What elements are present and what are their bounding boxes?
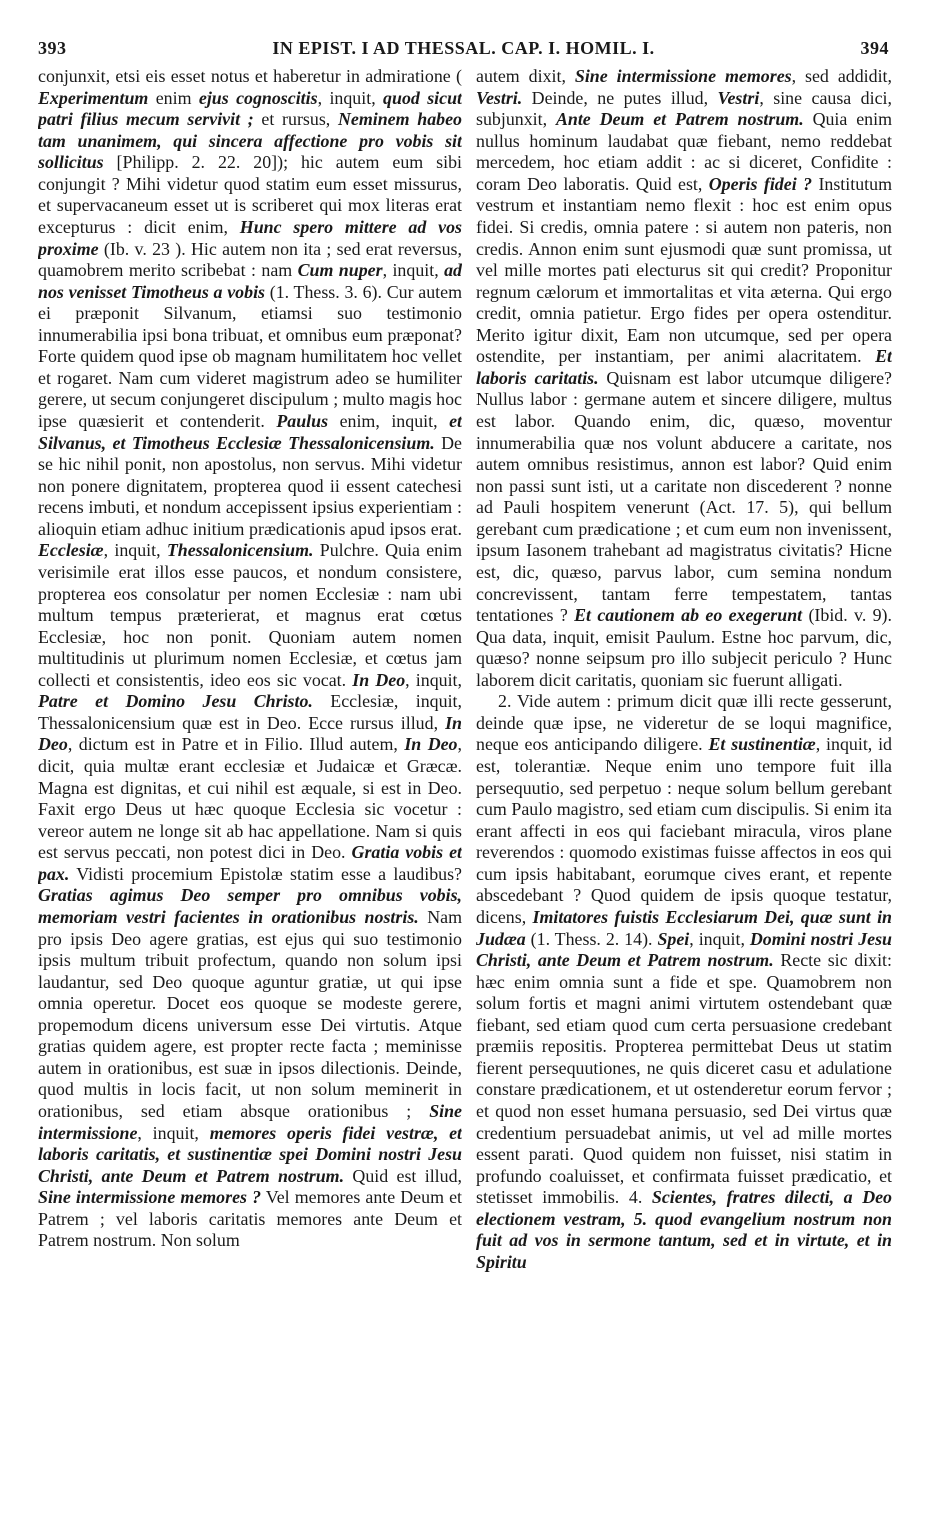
text-run: (1. Thess. 3. 6). Cur autem ei præponit Silvanum, etiamsi suo testimonio innumerabilia ipsi bona tribuat, et omnibus eum præponat? Forte quidem quod ipse ob magnam humilitatem hoc vellet et rogaret. Nam cum videret magistrum adeo se humiliter gerere, ut secum conjungeret discipulum ; multo magis hoc ipse quæsierit et contenderit. [38,281,462,431]
page-number-left: 393 [38,38,67,58]
text-run: (Ib. v. 23 ). Hic autem non ita ; sed erat reversus, quamobrem merito scribebat : nam [38,238,462,281]
italic-run: Paulus [276,411,329,431]
text-run: 2. Vide autem : primum dicit quæ illi recte gesserunt, deinde quæ ipse, ne videretur de se loqui magnifice, neque eos anticipando diligere. [476,691,892,755]
text-run: [Philipp. 2. 22. 20]); hic autem eum sibi conjungit ? Mihi videtur quod statim eum esset missurus, et supervacaneum esset ut is scriberet qui mox literas erat excepturus : dicit enim, [38,152,462,237]
text-run: autem dixit, [476,66,575,86]
text-run: , inquit, [689,928,750,949]
italic-run: et Silvanus, et Timotheus Ecclesiæ Thessalonicensium. [38,411,462,453]
italic-run: Neminem habeo tam unanimem, qui sincera affectione pro vobis sit sollicitus [38,109,462,173]
text-run: Recte sic dixit: hæc enim omnia sunt a fide et spe. Quamobrem non solum fortis et magni animi virtutem ostendebant quæ fiebant, sed etiam quod cum certa persuasione credebant præmiis repositis. Propterea permittebat Deus ut statim fierent persequutiones, ne quis diceret casu et adulatione constare prædicationem, et ut ostenderetur eorum fervor ; et quod non esset humana persuasio, sed Dei virtus quæ credentium persuadebat animis, ut vel ad mille mortes essent parati. Quod quidem non fuisset, nisi statim in profundo coaluisset, et confirmata fuisset prædicatio, et stetisset immobilis. 4. [476,950,892,1208]
italic-run: Sine intermissione memores ? [38,1187,262,1208]
right-column [476,66,892,1516]
italic-run: Sine intermissione memores [574,66,792,86]
italic-run: Experimentum [38,87,149,108]
italic-run: In Deo [404,734,458,755]
text-run: (Ibid. v. 9). Qua data, inquit, emisit Paulum. Estne hoc parvum, dic, quæso? nonne seipsum pro illo subjecit periculo ? Hunc laborem dicit caritatis, quoniam sic fuerunt alligati. [476,605,892,690]
italic-run: Scientes, fratres dilecti, a Deo electionem vestram, 5. quod evangelium nostrum non fuit ad vos in sermone tantum, sed et in virtute, et in Spiritu [476,1187,892,1272]
italic-run: Et sustinentiæ [708,734,816,755]
paragraph [476,66,892,691]
italic-run: Imitatores fuistis Ecclesiarum Dei, quæ sunt in Judæa [476,906,892,949]
italic-run: Thessalonicensium. [166,540,314,561]
italic-run: quod sicut patri filius mecum servivit ; [38,87,462,130]
paragraph [476,691,892,1273]
italic-run: Gratia vobis et pax. [38,842,462,884]
text-run: , sed addidit, [791,66,892,86]
text-run: Pulchre. Quia enim verisimile erat illos esse paucos, et nondum consistere, propterea eos consolatur per nomen Ecclesiæ : nam ubi multum tempus præterierat, et magnus erat cœtus Ecclesiæ, hoc non ponit. Quoniam autem nomen multitudinis ut plurimum nomen Ecclesiæ, et cœtus jam collecti et consistentis, ideo eos sic vocat. [38,540,462,690]
text-run: , inquit, [103,540,167,561]
text-run: Deinde, ne putes illud, [522,87,718,108]
italic-run: Vestri [717,87,760,108]
text-run: enim, inquit, [328,411,450,431]
italic-run: Gratias agimus Deo semper pro omnibus vobis, memoriam vestri facientes in orationibus nostris. [38,885,462,927]
text-run: , inquit, [317,87,384,108]
italic-run: Ante Deum et Patrem nostrum. [555,109,804,130]
italic-run: Patre et Domino Jesu Christo. [38,691,313,712]
text-run: , sine causa dici, subjunxit, [476,87,892,130]
text-run: (1. Thess. 2. 14). [525,928,658,949]
italic-run: ejus cognoscitis [198,87,318,108]
text-run: et rursus, [253,109,338,130]
paragraph [38,66,462,1252]
italic-run: Sine intermissione [38,1101,462,1143]
left-column [38,66,462,1516]
italic-run: Vestri. [476,87,523,108]
italic-run: ad nos venisset Timotheus a vobis [38,260,462,302]
text-run: , dictum est in Patre et in Filio. Illud autem, [67,734,405,755]
italic-run: Hunc spero mittere ad vos proxime [38,216,462,259]
italic-run: memores operis fidei vestræ, et laboris caritatis, et sustinentiæ spei Domini nostri Jesu Christi, ante Deum et Patrem nostrum. [38,1122,462,1186]
italic-run: In Deo [352,669,406,690]
italic-run: Et cautionem ab eo exegerunt [574,605,803,626]
text-run: Quisnam est labor utcumque diligere? Nullus labor : germane autem et sincere diligere, multus est labor. Quando enim, dic, quæso, moventur innumerabilia quæ nos volunt abducere a caritate, nos autem omnibus resistimus, annon est labor? Quid enim non passi sunt isti, ut a caritate non discederent ? nonne ad Pauli hospitem venerunt (Act. 17. 5), qui bellum gerebant cum prædicatione ; et cum eum non invenissent, ipsum Iasonem trahebant ad magistratus civitatis? Hicne est, dic, quæso, parvus labor, cum semina nondum concrevissent, tantam ferre tempestatem, tantas tentationes ? [476,367,892,626]
italic-run: Domini nostri Jesu Christi, ante Deum et Patrem nostrum. [476,928,892,971]
running-header [38,38,889,60]
italic-run: Et laboris caritatis. [476,346,892,388]
text-run: , inquit, id est, tolerantiæ. Neque enim uno tempore fuit illa persequutio, sed perpetuo : neque solum bellum gerebant cum Paulo magistro, sed etiam cum discipulis. Si enim ita erant affecti in eos qui faciebant miracula, viros plane reverendos : quomodo existimas fuisse affectos in eos qui cum ipsis habitabant, eorumque cives erant, et repente abscedebant ? Quod quidem de ipsis quoque testatur, dicens, [476,734,892,927]
text-run: conjunxit, etsi eis esset notus et haberetur in admiratione ( [38,66,462,86]
text-run: Quia enim nullus hominum laudabat quæ fiebant, nemo reddebat mercedem, hoc etiam addit : ac si diceret, Confidite : coram Deo laboratis. Quid est, [476,109,892,194]
italic-run: In Deo [38,712,462,755]
text-run: Ecclesiæ, inquit, Thessalonicensium quæ est in Deo. Ecce rursus illud, [38,691,462,733]
text-run: Vel memores ante Deum et Patrem ; vel laboris caritatis memores ante Deum et Patrem nostrum. Non solum [38,1187,462,1251]
page-number-right: 394 [860,38,889,58]
text-run: , inquit, [137,1122,210,1143]
italic-run: Spei [657,928,690,949]
text-run: Nam pro ipsis Deo agere gratias, est ejus qui suo testimonio ipsis multum tribuit profectum, quando non solum ipsi laudantur, sed Deo quoque aguntur gratiæ, ut qui ipse omnia operetur. Docet eos quoque se modeste gerere, propemodum dicens universum esse Dei virtutis. Atque gratias quidem agere, est propter recte facta ; meminisse autem in orationibus, est suæ in ipsos dilectionis. Deinde, quod multis in locis facit, ut non solum meminerit in orationibus, sed etiam absque orationibus ; [38,906,462,1121]
text-run: , dicit, quia multæ erant ecclesiæ et Judaicæ et Græcæ. Magna est dignitas, et cui nihil est æquale, si est in Deo. Faxit ergo Deus ut hæc quoque Ecclesia sic vocetur : vereor autem ne longe sit ab hac appellatione. Nam si quis est servus peccati, non potest dici in Deo. [38,734,462,863]
running-title: IN EPIST. I AD THESSAL. CAP. I. HOMIL. I. [272,38,655,58]
text-run: De se hic nihil ponit, non apostolus, non servus. Mihi videtur non ponere dignitatem, propterea quod ii essent catechesi recens imbuti, et nondum accepissent ipsius experientiam : alioquin etiam adhuc initium prædicationis apud ipsos erat. [38,432,462,539]
text-run: Vidisti procemium Epistolæ statim esse a laudibus? [69,863,462,884]
text-run: Institutum vestrum et instantiam nemo flexit : hoc est enim opus fidei. Si credis, omnia patere : si autem non pateris, non credis. Annon enim sunt ejusmodi quæ sunt promissa, ut vel mille mortes pati electurus sit qui credit? Proponitur regnum cælorum et immortalitas et vita æterna. Qui ergo credit, omnia patietur. Ergo fides per opera ostenditur. Merito igitur dixit, Eam non utcumque, sed per opera ostendite, per instantiam, per animi alacritatem. [476,173,892,367]
italic-run: Cum nuper [297,260,383,281]
text-run: , inquit, [405,669,462,690]
text-run: , inquit, [382,260,445,281]
italic-run: Operis fidei ? [708,173,813,194]
text-run: enim [148,87,199,108]
italic-run: Ecclesiæ [38,540,104,561]
text-run: Quid est illud, [344,1165,462,1186]
